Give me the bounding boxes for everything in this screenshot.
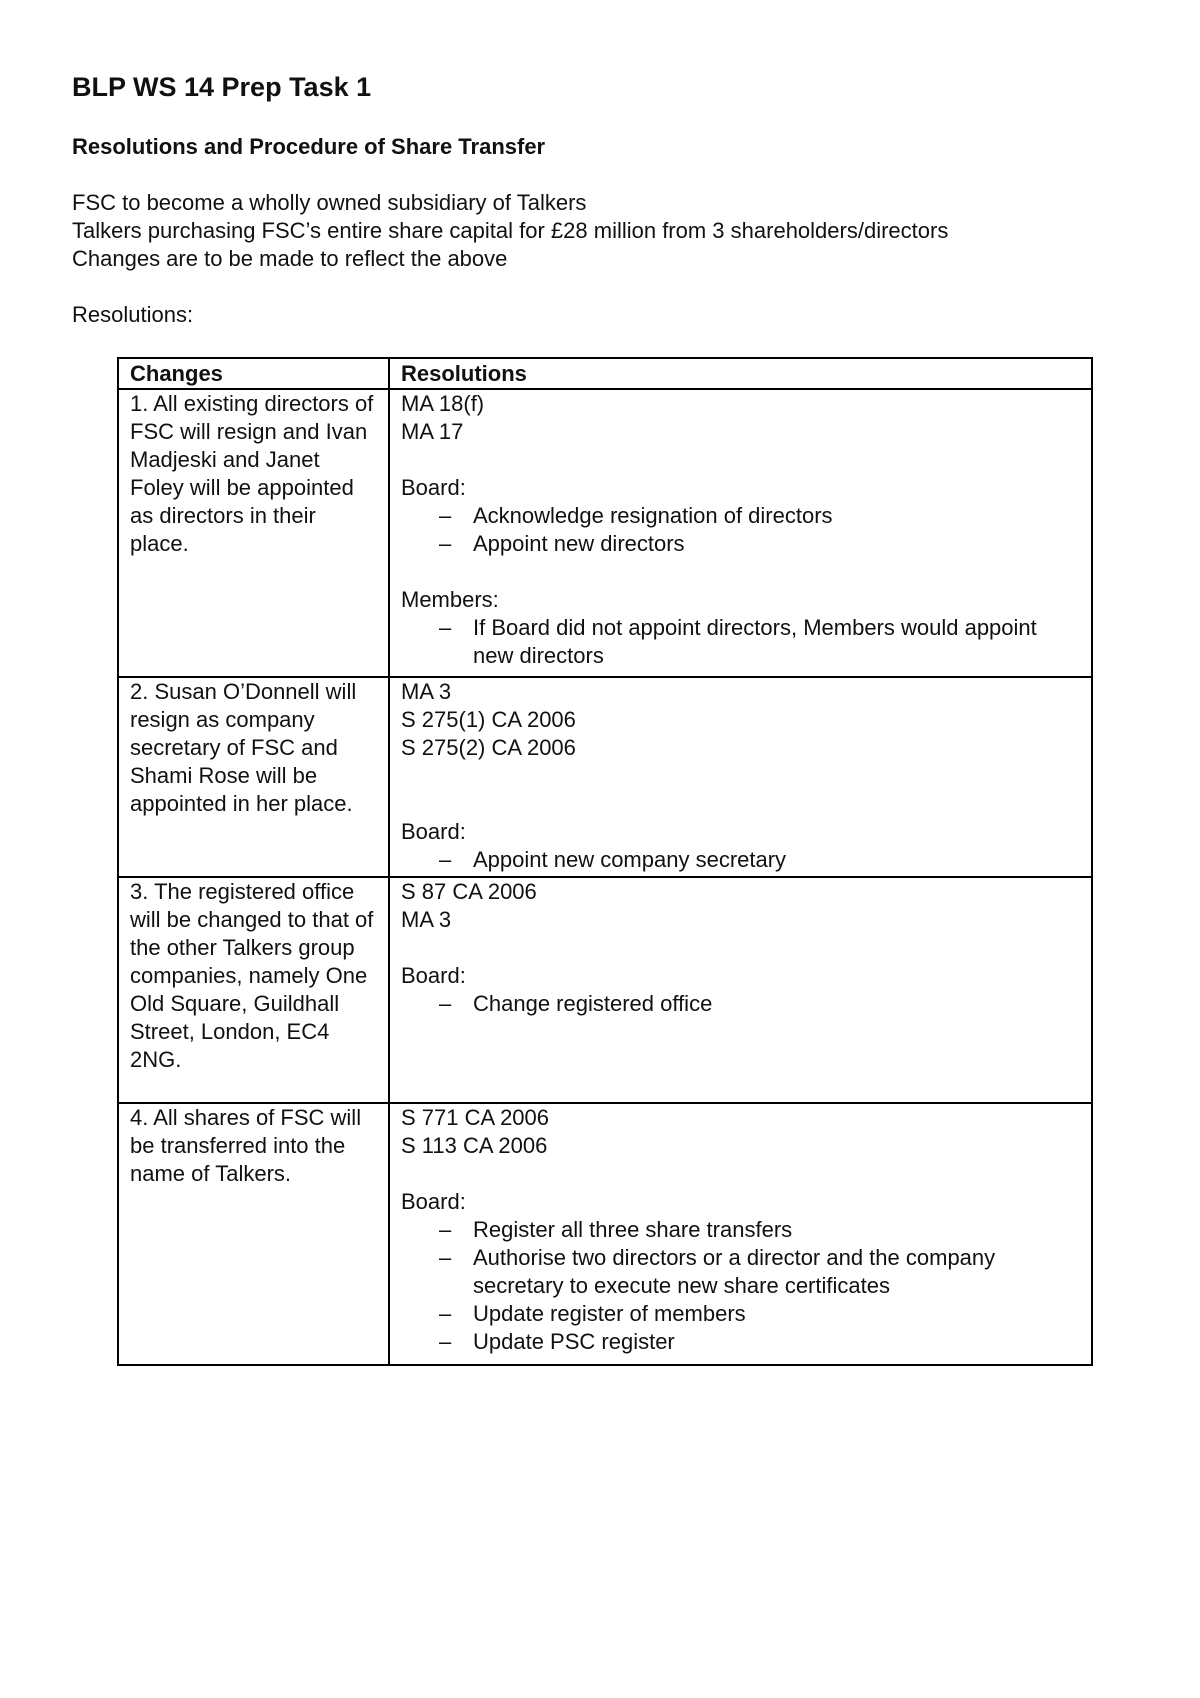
list-item: – Authorise two directors or a director and the company secretary to execute new share certificates: [439, 1244, 1081, 1300]
action-list: [401, 614, 1081, 670]
resolution-ref: S 87 CA 2006: [401, 879, 537, 904]
resolution-ref: MA 3: [401, 679, 452, 704]
list-item: – Appoint new company secretary: [439, 846, 1081, 874]
list-item: – Change registered office: [439, 990, 1081, 1018]
change-cell: 3. The registered office will be changed to that of the other Talkers group companies, namely One Old Square, Guildhall Street, London, EC4 2NG.: [118, 877, 389, 1103]
resolution-ref: S 275(1) CA 2006: [401, 707, 576, 732]
resolution-cell: [389, 389, 1092, 677]
action-list: [401, 846, 1081, 874]
action-list: [401, 1216, 1081, 1356]
intro-paragraph: [72, 189, 948, 273]
action-list: [401, 990, 1081, 1018]
list-item: – Acknowledge resignation of directors: [439, 502, 1081, 530]
change-cell: 2. Susan O’Donnell will resign as company secretary of FSC and Shami Rose will be appointed in her place.: [118, 677, 389, 877]
document-title: BLP WS 14 Prep Task 1: [72, 72, 372, 102]
list-item: – Register all three share transfers: [439, 1216, 1081, 1244]
table-header-row: [118, 358, 1092, 389]
table-row: [118, 677, 1092, 877]
resolution-cell: [389, 877, 1092, 1103]
intro-line: Talkers purchasing FSC’s entire share capital for £28 million from 3 shareholders/directors: [72, 218, 949, 243]
action-list: [401, 502, 1081, 558]
resolution-ref: MA 18(f): [401, 391, 485, 416]
column-header-changes: Changes: [118, 358, 389, 389]
change-cell: 1. All existing directors of FSC will resign and Ivan Madjeski and Janet Foley will be appointed as directors in their place.: [118, 389, 389, 677]
intro-line: Changes are to be made to reflect the above: [72, 246, 508, 271]
resolution-ref: S 771 CA 2006: [401, 1105, 550, 1130]
list-item: – Appoint new directors: [439, 530, 1081, 558]
resolution-ref: MA 17: [401, 419, 464, 444]
group-label: Board:: [401, 819, 466, 844]
resolutions-label: Resolutions:: [72, 302, 194, 327]
resolution-ref: S 275(2) CA 2006: [401, 735, 576, 760]
table-row: [118, 1103, 1092, 1365]
resolution-cell: [389, 1103, 1092, 1365]
resolution-cell: [389, 677, 1092, 877]
group-label: Board:: [401, 963, 466, 988]
resolutions-table: [117, 357, 1093, 1366]
list-item: – Update register of members: [439, 1300, 1081, 1328]
intro-line: FSC to become a wholly owned subsidiary of Talkers: [72, 190, 587, 215]
document-subtitle: Resolutions and Procedure of Share Transfer: [72, 134, 546, 159]
change-cell: 4. All shares of FSC will be transferred into the name of Talkers.: [118, 1103, 389, 1365]
group-label: Members:: [401, 587, 499, 612]
resolution-ref: S 113 CA 2006: [401, 1133, 548, 1158]
table-row: [118, 877, 1092, 1103]
group-label: Board:: [401, 475, 466, 500]
group-label: Board:: [401, 1189, 466, 1214]
list-item: – Update PSC register: [439, 1328, 1081, 1356]
list-item: – If Board did not appoint directors, Members would appoint new directors: [439, 614, 1081, 670]
table-row: [118, 389, 1092, 677]
resolution-ref: MA 3: [401, 907, 452, 932]
column-header-resolutions: Resolutions: [389, 358, 1092, 389]
